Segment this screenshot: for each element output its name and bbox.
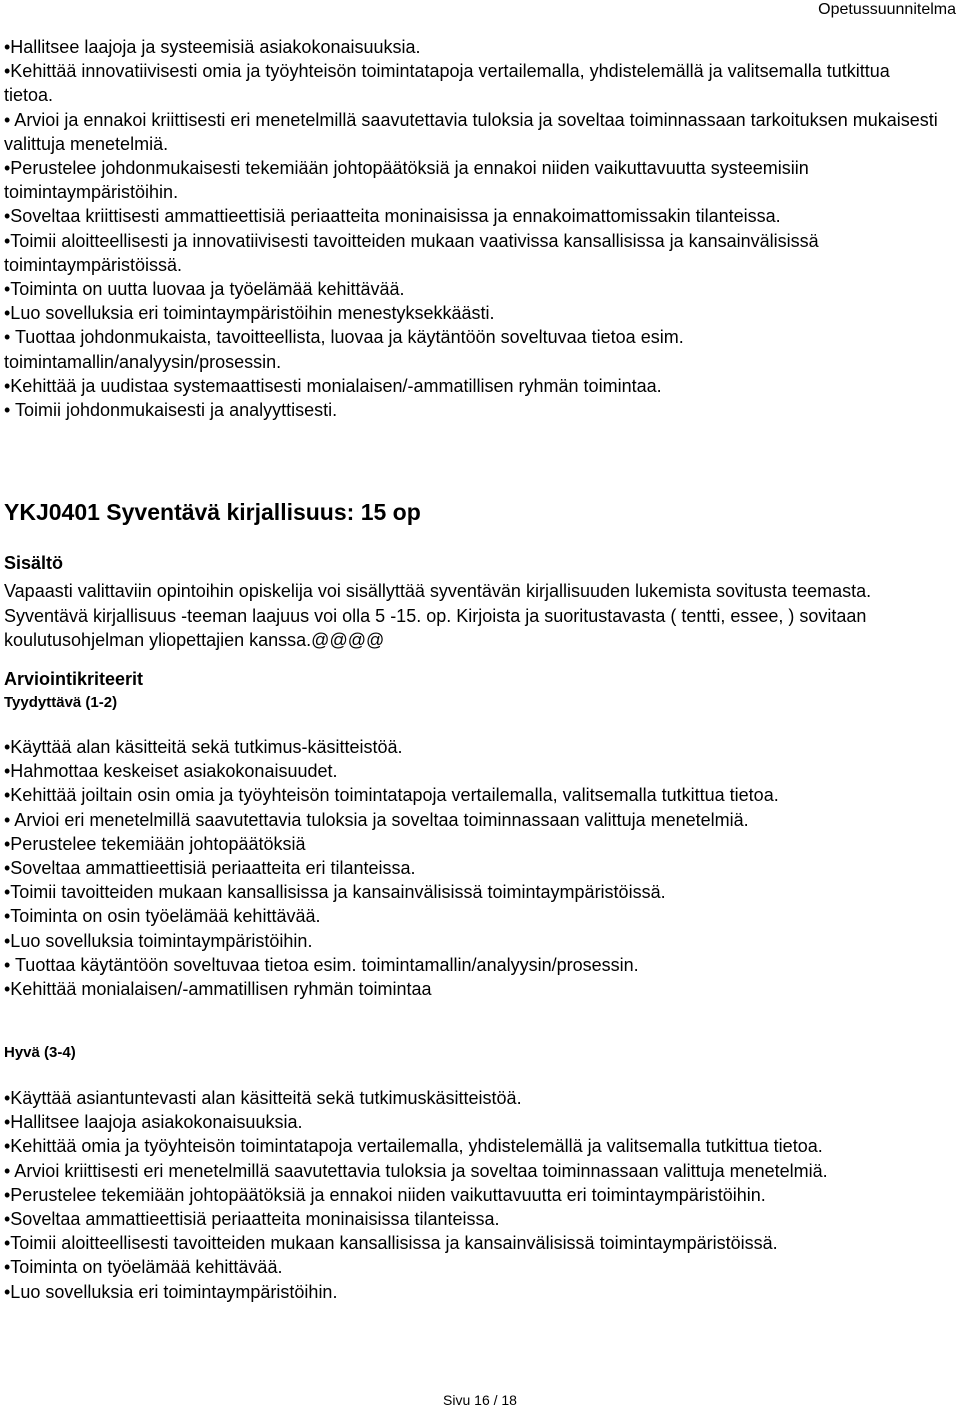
list-item: • Arvioi ja ennakoi kriittisesti eri menetelmillä saavutettavia tuloksia ja soveltaa toiminnassaan tarkoituksen mukaisesti valittuja menetelmiä.	[4, 109, 938, 154]
list-item: •Toimii aloitteellisesti tavoitteiden mukaan kansallisissa ja kansainvälisissä toimintaympäristöissä.	[4, 1233, 778, 1254]
list-item: •Luo sovelluksia toimintaympäristöihin.	[4, 930, 313, 951]
list-item: •Käyttää asiantuntevasti alan käsitteitä sekä tutkimuskäsitteistöä.	[4, 1088, 522, 1108]
grade-heading-satisfactory: Tyydyttävä (1-2)	[4, 694, 118, 711]
list-item: •Kehittää ja uudistaa systemaattisesti monialaisen/-ammatillisen ryhmän toimintaa.	[4, 375, 662, 396]
list-item: • Toimii johdonmukaisesti ja analyyttisesti.	[4, 400, 338, 421]
document-header-label: Opetussuunnitelma	[818, 1, 956, 18]
content-heading: Sisältö	[4, 553, 64, 573]
list-item: •Toimii tavoitteiden mukaan kansallisissa ja kansainvälisissä toimintaympäristöissä.	[4, 882, 666, 903]
list-item: •Luo sovelluksia eri toimintaympäristöihin menestyksekkäästi.	[4, 303, 495, 324]
course-title: YKJ0401 Syventävä kirjallisuus: 15 op	[4, 499, 421, 525]
list-item: •Perustelee johdonmukaisesti tekemiään johtopäätöksiä ja ennakoi niiden vaikuttavuutta systeemisiin toimintaympäristöihin.	[4, 158, 809, 203]
list-item: •Luo sovelluksia eri toimintaympäristöihin.	[4, 1281, 338, 1302]
list-item: • Arvioi kriittisesti eri menetelmillä saavutettavia tuloksia ja soveltaa toiminnassaan valittuja menetelmiä.	[4, 1160, 828, 1181]
list-item: •Soveltaa ammattieettisiä periaatteita eri tilanteissa.	[4, 858, 416, 879]
list-item: •Kehittää monialaisen/-ammatillisen ryhmän toimintaa	[4, 979, 432, 1000]
grade-heading-good: Hyvä (3-4)	[4, 1044, 76, 1061]
list-item: •Kehittää omia ja työyhteisön toimintatapoja vertailemalla, yhdistelemällä ja valitsemalla tutkittua tietoa.	[4, 1136, 823, 1157]
grade-list-good	[4, 1086, 940, 1304]
list-item: •Toimii aloitteellisesti ja innovatiivisesti tavoitteiden mukaan vaativissa kansallisissa ja kansainvälisissä toimintaympäristöissä.	[4, 230, 819, 275]
list-item: •Toiminta on uutta luovaa ja työelämää kehittävää.	[4, 279, 405, 300]
list-item: •Hallitsee laajoja asiakokonaisuuksia.	[4, 1112, 303, 1133]
grade-list-satisfactory	[4, 735, 940, 1001]
list-item: •Kehittää joiltain osin omia ja työyhteisön toimintatapoja vertailemalla, valitsemalla tutkittua tietoa.	[4, 785, 779, 806]
page-number: Sivu 16 / 18	[443, 1392, 517, 1408]
list-item: • Arvioi eri menetelmillä saavutettavia tuloksia ja soveltaa toiminnassaan valittuja menetelmiä.	[4, 809, 749, 830]
list-item: • Tuottaa johdonmukaista, tavoitteellista, luovaa ja käytäntöön soveltuvaa tietoa esim. toimintamallin/analyysin/prosessin.	[4, 327, 684, 372]
list-item: •Toiminta on osin työelämää kehittävää.	[4, 906, 321, 927]
list-item: •Soveltaa ammattieettisiä periaatteita moninaisissa tilanteissa.	[4, 1209, 500, 1230]
list-item: •Hahmottaa keskeiset asiakokonaisuudet.	[4, 761, 338, 782]
list-item: •Käyttää alan käsitteitä sekä tutkimus-käsitteistöä.	[4, 737, 403, 757]
list-item: •Kehittää innovatiivisesti omia ja työyhteisön toimintatapoja vertailemalla, yhdistelemällä ja valitsemalla tutkittua tietoa.	[4, 61, 890, 106]
list-item: •Perustelee tekemiään johtopäätöksiä	[4, 833, 306, 854]
content-paragraph: Vapaasti valittaviin opintoihin opiskelija voi sisällyttää syventävän kirjallisuuden lukemista sovitusta teemasta. Syventävä kirjallisuus -teeman laajuus voi olla 5 -15. op. Kirjoista ja suoritustavasta ( tentti, essee, ) sovitaan koulutusohjelman yliopettajien kanssa.@@@@	[4, 581, 872, 650]
list-item: • Tuottaa käytäntöön soveltuvaa tietoa esim. toimintamallin/analyysin/prosessin.	[4, 954, 639, 975]
list-item: •Toiminta on työelämää kehittävää.	[4, 1257, 283, 1278]
criteria-heading: Arviointikriteerit	[4, 669, 144, 689]
list-item: •Hallitsee laajoja ja systeemisiä asiakokonaisuuksia.	[4, 37, 421, 57]
list-item: •Soveltaa kriittisesti ammattieettisiä periaatteita moninaisissa ja ennakoimattomissakin tilanteissa.	[4, 206, 781, 227]
list-item: •Perustelee tekemiään johtopäätöksiä ja ennakoi niiden vaikuttavuutta eri toimintaympäristöihin.	[4, 1184, 766, 1205]
competence-list	[4, 35, 940, 422]
